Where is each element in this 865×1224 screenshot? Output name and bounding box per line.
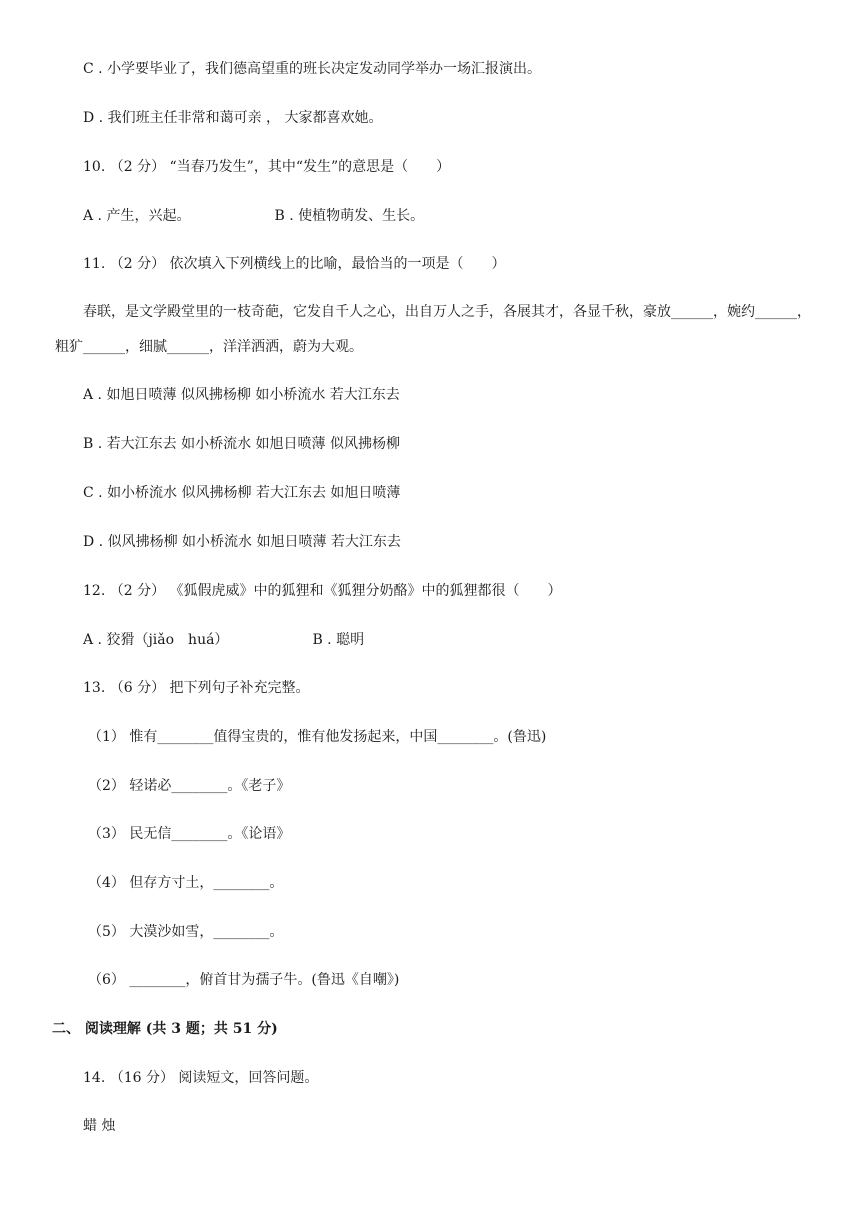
question-11-passage: 春联，是文学殿堂里的一枝奇葩，它发自千人之心，出自万人之手，各展其才，各显千秋，豪放______，婉约______，粗犷______，细腻______，洋洋洒洒，蔚为大观。 [55,304,811,355]
option-12a: A . 狡猾（jiǎo huá） [83,632,229,648]
option-11c: C . 如小桥流水 似风拂杨柳 若大江东去 如旭日喷薄 [83,485,401,501]
question-12: 12. （2 分） 《狐假虎威》中的狐狸和《狐狸分奶酪》中的狐狸都很（ ） [83,583,562,599]
option-9d: D . 我们班主任非常和蔼可亲 ， 大家都喜欢她。 [83,110,383,126]
question-13-item-4: （4） 但存方寸土，________。 [88,875,284,891]
option-10a: A . 产生，兴起。 [83,208,191,224]
option-10b: B . 使植物萌发、生长。 [274,208,425,224]
question-12-options [83,631,364,649]
option-11a: A . 如旭日喷薄 似风拂杨柳 如小桥流水 若大江东去 [83,387,400,403]
option-9c: C . 小学要毕业了，我们德高望重的班长决定发动同学举办一场汇报演出。 [83,61,542,77]
question-13-item-3: （3） 民无信________。《论语》 [88,826,291,842]
question-13-item-1: （1） 惟有________值得宝贵的，惟有他发扬起来，中国________。(鲁迅) [88,729,547,745]
option-11d: D . 似风拂杨柳 如小桥流水 如旭日喷薄 若大江东去 [83,534,401,550]
question-13-item-6: （6） ________，俯首甘为孺子牛。(鲁迅《自嘲》) [88,972,400,988]
question-13-item-2: （2） 轻诺必________。《老子》 [88,778,291,794]
section-heading-reading: 二、 阅读理解 (共 3 题；共 51 分) [52,1021,278,1037]
question-13-item-5: （5） 大漠沙如雪，________。 [88,924,284,940]
passage-title: 蜡 烛 [83,1118,116,1134]
question-13: 13. （6 分） 把下列句子补充完整。 [83,680,310,696]
question-11: 11. （2 分） 依次填入下列横线上的比喻，最恰当的一项是（ ） [83,256,506,272]
question-14: 14. （16 分） 阅读短文，回答问题。 [83,1070,319,1086]
question-10-options [83,207,424,225]
question-10: 10. （2 分） “当春乃发生”，其中“发生”的意思是（ ） [83,159,451,175]
option-12b: B . 聪明 [312,632,365,648]
option-11b: B . 若大江东去 如小桥流水 如旭日喷薄 似风拂杨柳 [83,436,400,452]
